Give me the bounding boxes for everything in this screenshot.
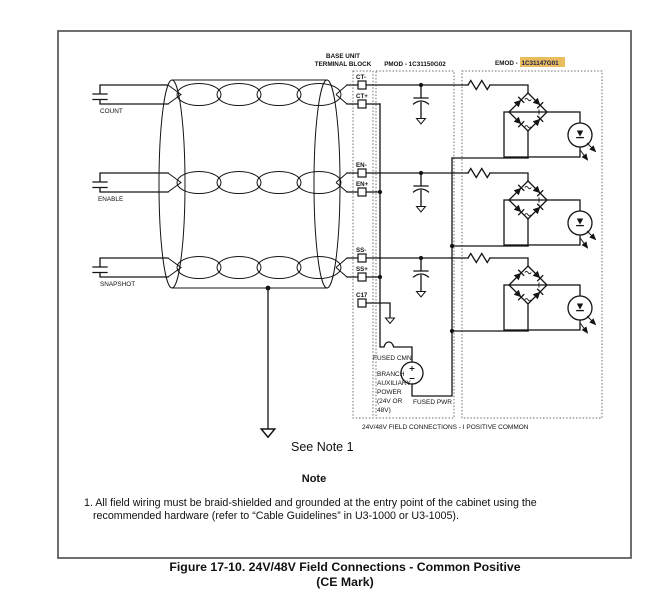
terminal-label-c17: C17 xyxy=(356,292,368,299)
fuse-icon xyxy=(380,104,412,362)
terminal-label-neg: EN- xyxy=(356,162,367,169)
shield-ground-icon xyxy=(261,429,275,437)
see-note-text: See Note 1 xyxy=(291,440,354,454)
branch-power-label-5: 48V) xyxy=(377,407,391,414)
terminal-label-neg: SS- xyxy=(356,247,367,254)
note-line-1: 1. All field wiring must be braid-shielded and grounded at the entry point of the cabinet using the xyxy=(84,497,537,509)
source-label: ENABLE xyxy=(98,196,124,203)
terminal-label-pos: EN+ xyxy=(356,181,369,188)
pmod-title: PMOD - 1C31150G02 xyxy=(384,61,446,68)
connections-caption: 24V/48V FIELD CONNECTIONS - I POSITIVE COMMON xyxy=(362,424,529,431)
channel-snapshot xyxy=(93,247,596,333)
terminal-label-neg: CT- xyxy=(356,74,366,81)
terminal-label-pos: SS+ xyxy=(356,266,368,273)
channel-circuit-icon xyxy=(93,81,596,161)
figure-caption-line2: (CE Mark) xyxy=(316,575,374,590)
branch-power-label-4: (24V OR xyxy=(377,398,403,405)
common-terminal xyxy=(356,292,395,324)
channel-circuit-icon xyxy=(93,254,596,334)
terminal-block-title-line2: TERMINAL BLOCK xyxy=(314,61,372,68)
branch-power-label-3: POWER xyxy=(377,389,402,396)
channel-circuit-icon xyxy=(93,169,596,249)
channel-count xyxy=(93,74,596,160)
ground-icon xyxy=(386,318,395,324)
note-line-2: recommended hardware (refer to “Cable Guidelines” in U3-1000 or U3-1005). xyxy=(93,509,459,522)
terminal-block-title-line1: BASE UNIT xyxy=(326,53,360,60)
note-body xyxy=(84,497,592,522)
figure-caption-line1: Figure 17-10. 24V/48V Field Connections - Common Positive xyxy=(169,560,521,574)
branch-power-label-2: AUXILIARY xyxy=(377,380,411,387)
fused-cmn-label: FUSED CMN xyxy=(373,355,412,362)
terminal-square xyxy=(358,299,366,307)
terminal-label-pos: CT+ xyxy=(356,93,368,100)
channel-enable xyxy=(93,162,596,248)
figure-caption xyxy=(58,560,632,591)
emod-part-number: 1C31147G01 xyxy=(521,60,559,67)
note-heading: Note xyxy=(301,473,327,485)
source-label: COUNT xyxy=(100,108,123,115)
power-circuit xyxy=(373,104,454,414)
source-label: SNAPSHOT xyxy=(100,281,136,288)
fused-pwr-label: FUSED PWR xyxy=(413,399,452,406)
emod-title: EMOD - xyxy=(495,60,518,67)
branch-power-label-1: BRANCH xyxy=(377,371,405,378)
terminal-block-box xyxy=(353,71,373,418)
